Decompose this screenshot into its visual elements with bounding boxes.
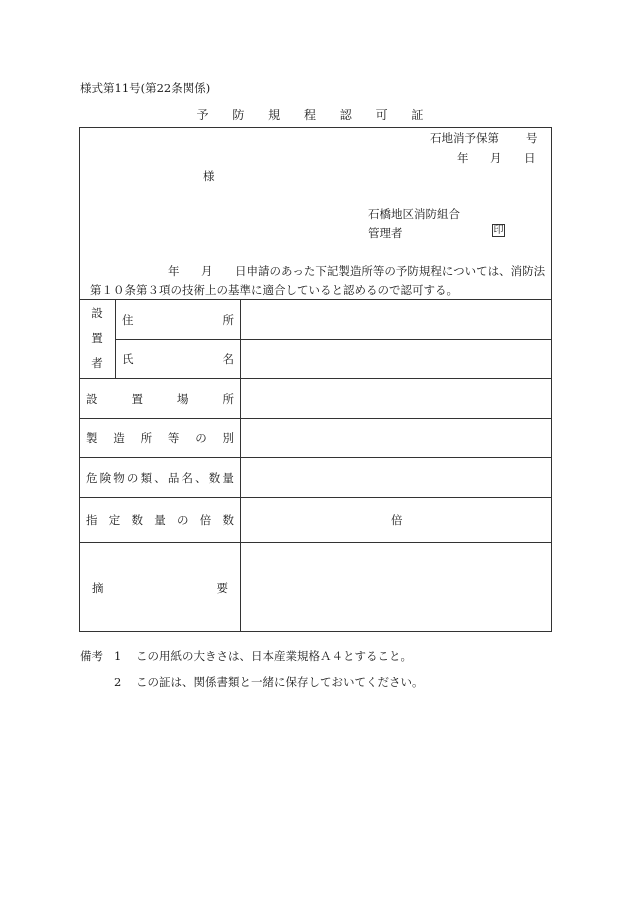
address-label [122,312,234,328]
hazard-label [86,470,234,486]
note-number: 1 [114,649,122,663]
label-char: 指 [86,513,98,527]
note-item [80,669,424,695]
notes-label: 備考 [80,649,103,663]
label-char: 所 [140,431,153,445]
label-char: 品 [167,471,180,485]
label-char: 危 [86,471,98,485]
body-month: 月 [201,264,213,278]
label-char: の [177,513,189,527]
location-label [86,391,234,407]
label-char: 、 [154,471,166,485]
label-char: 名 [222,352,234,366]
label-char: 倍 [199,513,212,527]
certificate-number-suffix: 号 [526,131,538,145]
issue-date-year: 年 [457,151,469,165]
multiple-unit: 倍 [391,513,403,527]
label-char: 別 [222,431,234,445]
seal-mark: 印 [493,224,504,236]
label-char: 造 [113,431,125,445]
label-char: の [195,431,207,445]
multiple-label [86,512,234,528]
divider [240,299,241,631]
issue-date-day: 日 [524,151,536,165]
divider [80,418,551,419]
note-item [80,643,424,669]
label-char: 製 [86,431,98,445]
divider [80,457,551,458]
body-year: 年 [168,264,180,278]
divider [115,339,551,340]
remarks-label [92,580,228,596]
label-char: 住 [122,313,134,327]
label-char: 氏 [122,352,134,366]
label-char: 置 [131,392,143,406]
label-char: 所 [222,392,234,406]
notes-label-spacer [80,669,114,695]
note-text: この証は、関係書類と一緒に保存しておいてください。 [136,675,424,689]
label-char: 置 [91,331,103,345]
name-label [122,351,234,367]
label-char: の [126,471,139,485]
facility-type-label [86,430,234,446]
certificate-number-prefix: 石地消予保第 [430,131,499,145]
notes [80,643,424,695]
divider [80,542,551,543]
addressee-suffix: 様 [203,169,215,183]
form-number: 様式第11号(第22条関係) [80,81,211,95]
label-char: 数 [208,471,221,485]
body-text-line-2: 第１０条第３項の技術上の基準に適合していると認めるので認可する。 [90,283,458,297]
label-char: 定 [108,513,121,527]
note-number: 2 [114,675,122,689]
label-char: 険 [99,471,112,485]
label-char: 設 [86,392,98,406]
issue-date-month: 月 [490,151,502,165]
label-char: 名 [181,471,193,485]
note-text: この用紙の大きさは、日本産業規格Ａ４とすること。 [136,649,412,663]
label-char: 数 [222,513,234,527]
label-char: 、 [195,471,207,485]
label-char: 要 [216,581,228,595]
issuer-title: 管理者 [368,226,403,240]
body-text-line-1: 日申請のあった下記製造所等の予防規程については、消防法 [235,264,546,278]
label-char: 等 [167,431,180,445]
label-char: 物 [113,471,125,485]
label-char: 者 [91,356,103,370]
certificate-frame [79,127,552,632]
divider [80,497,551,498]
label-char: 量 [154,513,166,527]
label-char: 数 [131,513,143,527]
divider [80,378,551,379]
installer-group-label [86,305,108,371]
label-char: 所 [222,313,234,327]
label-char: 量 [222,471,234,485]
divider [80,299,551,300]
label-char: 類 [140,471,153,485]
document-title: 予 防 規 程 認 可 証 [196,108,434,122]
label-char: 設 [91,306,103,320]
label-char: 場 [177,392,189,406]
issuer-organization: 石橋地区消防組合 [368,207,460,221]
divider [115,299,116,378]
label-char: 摘 [92,581,104,595]
